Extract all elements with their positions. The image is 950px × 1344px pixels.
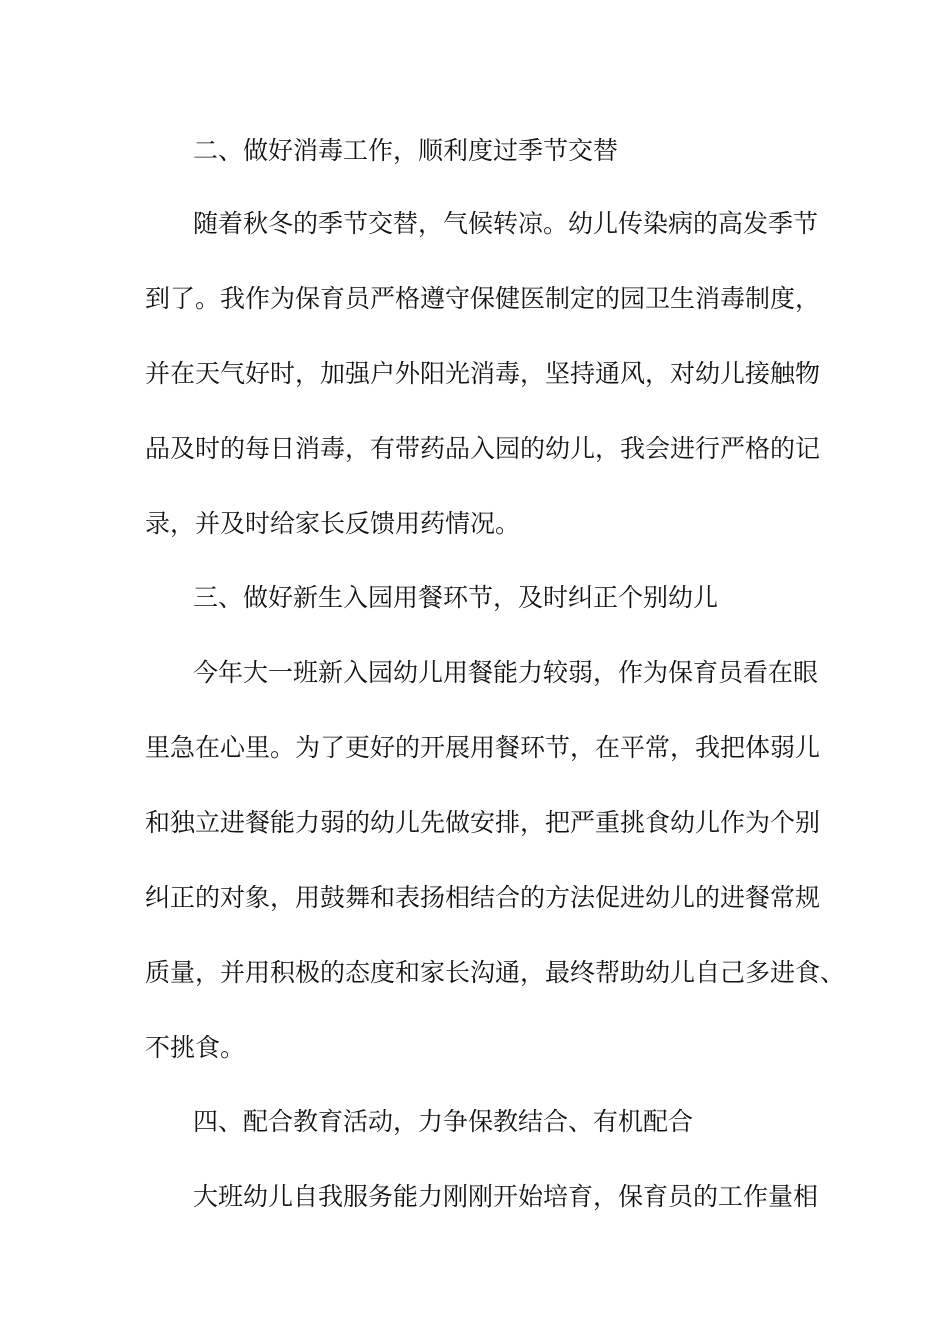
paragraph-line: 今年大一班新入园幼儿用餐能力较弱，作为保育员看在眼 [193,658,819,687]
paragraph-line: 大班幼儿自我服务能力刚刚开始培育，保育员的工作量相 [193,1182,819,1211]
paragraph-line: 随着秋冬的季节交替，气候转凉。幼儿传染病的高发季节 [193,209,819,238]
paragraph-line: 纠正的对象，用鼓舞和表扬相结合的方法促进幼儿的进餐常规 [145,883,821,912]
paragraph-line: 并在天气好时，加强户外阳光消毒，坚持通风，对幼儿接触物 [145,359,821,388]
paragraph-line: 和独立进餐能力弱的幼儿先做安排，把严重挑食幼儿作为个别 [145,808,821,837]
heading-disinfection: 二、做好消毒工作，顺利度过季节交替 [193,136,619,165]
paragraph-line: 不挑食。 [145,1033,246,1062]
paragraph-line: 品及时的每日消毒，有带药品入园的幼儿，我会进行严格的记 [145,434,821,463]
heading-dining: 三、做好新生入园用餐环节，及时纠正个别幼儿 [193,583,719,612]
heading-education: 四、配合教育活动，力争保教结合、有机配合 [193,1107,694,1136]
paragraph-line: 质量，并用积极的态度和家长沟通，最终帮助幼儿自己多进食、 [145,958,846,987]
paragraph-line: 到了。我作为保育员严格遵守保健医制定的园卫生消毒制度， [145,284,821,313]
paragraph-line: 录，并及时给家长反馈用药情况。 [145,509,521,538]
paragraph-line: 里急在心里。为了更好的开展用餐环节，在平常，我把体弱儿 [145,733,821,762]
